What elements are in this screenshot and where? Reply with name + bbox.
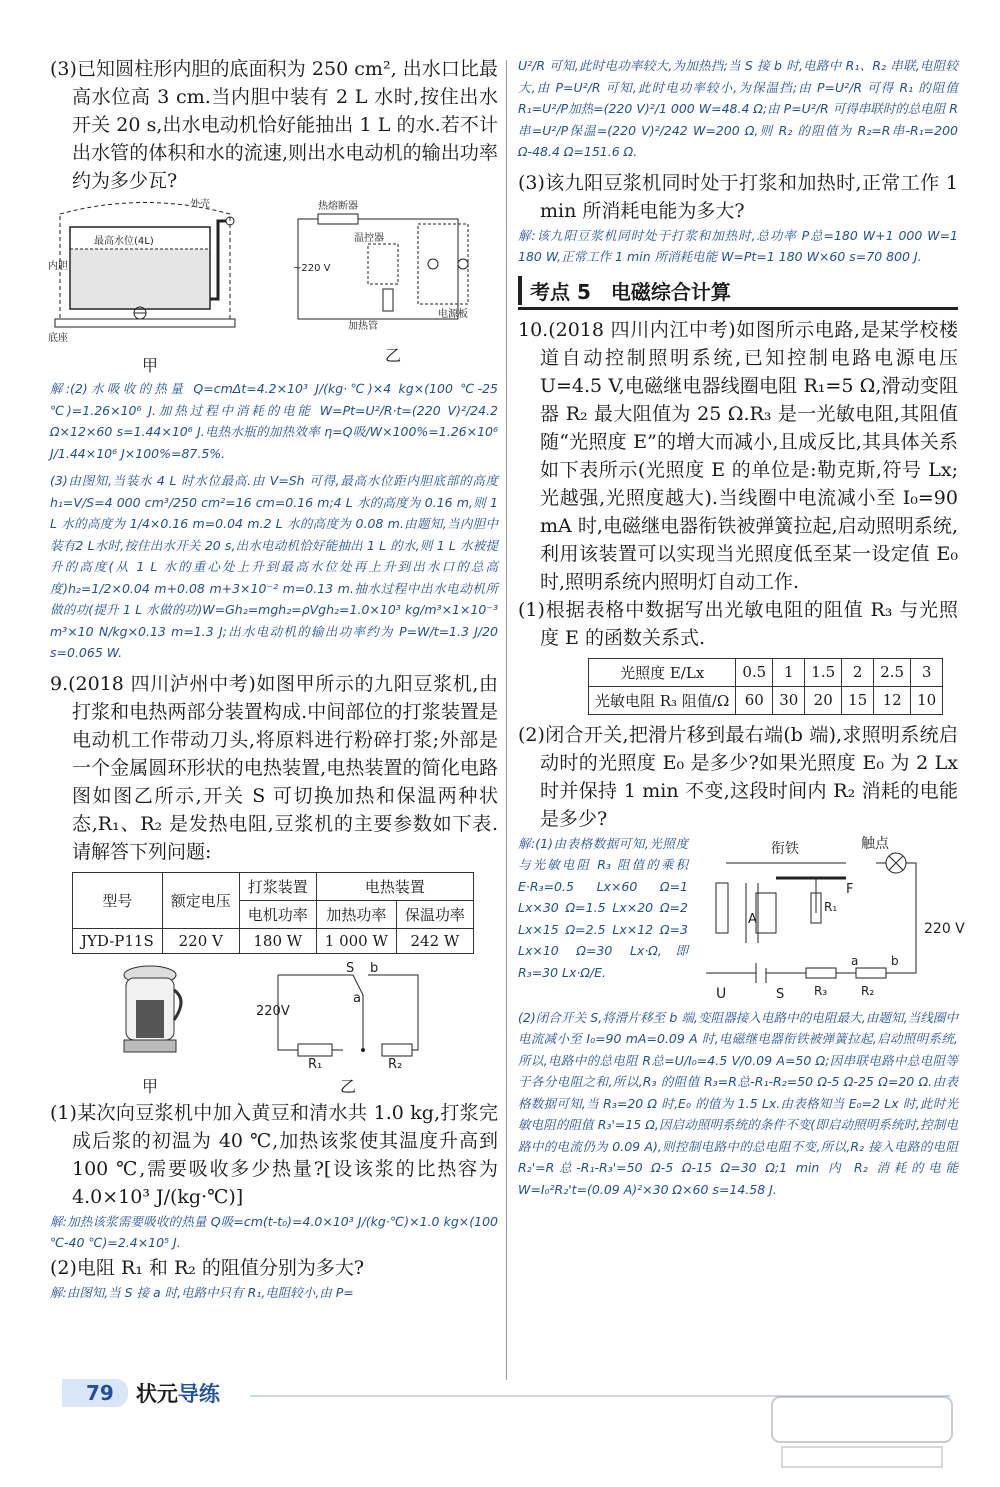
spec-header-model: 型号 <box>73 872 163 928</box>
label-u: U <box>716 985 727 1002</box>
figure-relay-circuit <box>696 833 965 1007</box>
spec-header-heat: 电热装置 <box>316 872 473 900</box>
question-9-part-1: (1)某次向豆浆机中加入黄豆和清水共 1.0 kg,打浆完成后浆的初温为 40 ℃,加热该浆使其温度升高到 100 ℃,需要吸收多少热量?[设该浆的比热容为 4.0×10³ J/(kg·℃)] <box>50 1101 498 1208</box>
right-column <box>518 55 965 1200</box>
row2-label: 光敏电阻 R₃ 阻值/Ω <box>589 686 736 714</box>
label-thermo: 温控器 <box>354 233 384 244</box>
table-cell: 2 <box>842 658 874 686</box>
figures-q8 <box>50 199 498 376</box>
table-cell: 1.5 <box>805 658 842 686</box>
table-cell: 2.5 <box>874 658 911 686</box>
question-10-part-1: (1)根据表格中数据写出光敏电阻的阻值 R₃ 与光照度 E 的函数关系式. <box>518 598 958 649</box>
table-cell: 0.5 <box>736 658 773 686</box>
solution-9-part-3: 解:该九阳豆浆机同时处于打浆和加热时,总功率 P总=180 W+1 000 W=1 180 W,正常工作 1 min 所消耗电能 W=Pt=1 180 W×60 s=70 800 J. <box>518 227 958 264</box>
label-fuse: 热熔断器 <box>318 201 358 212</box>
solution-10-part-1: 解:(1)由表格数据可知,光照度与光敏电阻 R₃ 阻值的乘积 E·R₃=0.5 Lx×60 Ω=1 Lx×30 Ω=1.5 Lx×20 Ω=2 Lx×15 Ω=2.5 Lx×12 Ω=3 Lx×10 Ω=30 Lx·Ω,即 R₃=30 Lx·Ω/E. <box>518 835 688 980</box>
label-max-level: 最高水位(4L) <box>94 236 154 247</box>
watermark-logo <box>762 1392 962 1472</box>
spec-heat-power: 1 000 W <box>316 928 396 953</box>
label-r1: R₁ <box>824 899 838 914</box>
question-10-part-2: (2)闭合开关,把滑片移到最右端(b 端),求照明系统启动时的光照度 E₀ 是多少?如果光照度 E₀ 为 2 Lx 时并保持 1 min 不变,这段时间内 R₂ 消耗的电能是多少? <box>518 723 958 830</box>
label-armature: 衔铁 <box>771 840 799 857</box>
table-row <box>589 686 943 714</box>
table-cell: 10 <box>911 686 943 714</box>
caption-yi: 乙 <box>384 346 401 365</box>
label-a-end: a <box>851 953 859 968</box>
label-220v: 220 V <box>924 920 965 937</box>
figure-soymilk-machine <box>110 960 190 1097</box>
brand-part-a: 状元 <box>135 1382 178 1406</box>
label-fig9-voltage: 220V <box>256 1003 290 1019</box>
table-cell: 30 <box>773 686 805 714</box>
table-cell: 15 <box>842 686 874 714</box>
footer <box>62 1378 220 1408</box>
spec-header-voltage: 额定电压 <box>162 872 239 928</box>
solution-10-block <box>518 833 965 1007</box>
label-base: 底座 <box>48 333 68 344</box>
spec-table <box>72 872 474 954</box>
solution-9-part-2-cont: U²/R 可知,此时电功率较大,为加热挡;当 S 接 b 时,电路中 R₁、R₂ 串联,电阻较大,由 P=U²/R 可知,此时电功率较小,为保温挡;由 P=U²/R 可得 R₁ 的阻值 R₁=U²/P加热=(220 V)²/1 000 W=48.4 Ω;由 P=U²/R 可得串联时的总电阻 R串=U²/P保温=(220 V)²/242 W=200 Ω,则 R₂ 的阻值为 R₂=R串-R₁=200 Ω-48.4 Ω=151.6 Ω. <box>518 58 958 159</box>
solution-8-part-3: (3)由图知,当装水 4 L 时水位最高.由 V=Sh 可得,最高水位距内胆底部的高度 h₁=V/S=4 000 cm³/250 cm²=16 cm=0.16 m;4 L 水的高度为 0.16 m,则 1 L 水的高度为 1/4×0.16 m=0.04 m.2 L 水的高度为 0.08 m.由题知,当内胆中装有2 L水时,按住出水开关 20 s,出水电动机恰好能抽出 1 L 的水,则 1 L 水被提升的高度(从 1 L 水的重心处上升到最高水位处再上升到出水口的总高度)h₂=1/2×0.04 m+0.08 m+3×10⁻² m=0.13 m.抽水过程中出水电动机所做的功(提升 1 L 水做的功)W=Gh₂=mgh₂=ρVgh₂=1.0×10³ kg/m³×1×10⁻³ m³×10 N/kg×0.13 m=1.3 J;出水电动机的输出功率约为 P=W/t=1.3 J/20 s=0.065 W. <box>50 473 498 660</box>
label-voltage: ~220 V <box>293 263 331 274</box>
illuminance-table <box>588 658 943 715</box>
table-cell: 1 <box>773 658 805 686</box>
section-heading <box>518 276 958 310</box>
label-contact: 触点 <box>861 835 889 852</box>
row1-label: 光照度 E/Lx <box>589 658 736 686</box>
spec-header-keep-power: 保温功率 <box>396 900 473 928</box>
table-cell: 3 <box>911 658 943 686</box>
spec-header-beat: 打浆装置 <box>239 872 316 900</box>
label-heater: 加热管 <box>348 321 378 332</box>
label-board: 电源板 <box>438 309 468 320</box>
figure-yi <box>288 199 498 366</box>
label-fig9-a: a <box>353 990 361 1006</box>
brand-part-b: 导练 <box>177 1382 220 1406</box>
label-a: A <box>748 911 757 927</box>
label-shell: 外壳 <box>190 199 210 210</box>
solution-9-part-1: 解:加热该浆需要吸收的热量 Q吸=cm(t-t₀)=4.0×10³ J/(kg·℃)×1.0 kg×(100 ℃-40 ℃)=2.4×10⁵ J. <box>50 1213 498 1250</box>
label-r3: R₃ <box>814 983 828 998</box>
table-cell: 20 <box>805 686 842 714</box>
spec-keep-power: 242 W <box>396 928 473 953</box>
caption-fig9-jia: 甲 <box>141 1076 158 1096</box>
question-10: 10.(2018 四川内江中考)如图所示电路,是某学校楼道自动控制照明系统,已知控制电路电源电压 U=4.5 V,电磁继电器线圈电阻 R₁=5 Ω,滑动变阻器 R₂ 最大阻值为 25 Ω.R₃ 是一光敏电阻,其阻值随“光照度 E”的增大而减小,且成反比,其具体关系如下表所示(光照度 E 的单位是:勒克斯,符号 Lx;光越强,光照度越大).当线圈中电流减小至 I₀=90 mA 时,电磁继电器衔铁被弹簧拉起,启动照明系统,利用该装置可以实现当光照度低至某一设定值 E₀ 时,照明系统内照明灯自动工作. <box>518 318 958 593</box>
figures-q9 <box>50 960 498 1097</box>
question-9-part-3: (3)该九阳豆浆机同时处于打浆和加热时,正常工作 1 min 所消耗电能为多大? <box>518 171 958 222</box>
section-name: 电磁综合计算 <box>610 279 731 304</box>
label-fig9-r2: R₂ <box>388 1056 403 1072</box>
spec-motor-power: 180 W <box>239 928 316 953</box>
solution-9-part-2-start: 解:由图知,当 S 接 a 时,电路中只有 R₁,电阻较小,由 P= <box>50 1284 354 1300</box>
label-fig9-s: S <box>346 960 355 976</box>
figure-jia <box>50 199 250 376</box>
label-f: F <box>846 881 854 897</box>
solution-8-part-2: 解:(2)水吸收的热量 Q=cmΔt=4.2×10³ J/(kg·℃)×4 kg×(100 ℃-25 ℃)=1.26×10⁶ J.加热过程中消耗的电能 W=Pt=U²/R·t=(220 V)²/24.2 Ω×12×60 s=1.44×10⁶ J.电热水瓶的加热效率 η=Q吸/W×100%=1.26×10⁶ J/1.44×10⁶ J×100%=87.5%. <box>50 381 498 461</box>
question-9: 9.(2018 四川泸州中考)如图甲所示的九阳豆浆机,由打浆和电热两部分装置构成.中间部位的打浆装置是电动机工作带动刀头,将原料进行粉碎打浆;外部是一个金属圆环形状的电热装置,电热装置的简化电路图如图乙所示,开关 S 可切换加热和保温两种状态,R₁、R₂ 是发热电阻,豆浆机的主要参数如下表.请解答下列问题: <box>50 672 498 863</box>
caption-jia: 甲 <box>141 356 158 375</box>
question-8-part-3: (3)已知圆柱形内胆的底面积为 250 cm², 出水口比最高水位高 3 cm.当内胆中装有 2 L 水时,按住出水开关 20 s,出水电动机恰好能抽出 1 L 的水.若不计出水管的体积和水的流速,则出水电动机的输出功率约为多少瓦? <box>50 58 498 192</box>
figure-fig9-circuit <box>258 960 438 1097</box>
left-column <box>50 55 498 1303</box>
question-9-part-2: (2)电阻 R₁ 和 R₂ 的阻值分别为多大? <box>50 1256 365 1279</box>
page-number: 79 <box>62 1379 128 1407</box>
label-inner: 内胆 <box>48 261 68 272</box>
table-cell: 60 <box>736 686 773 714</box>
spec-header-motor-power: 电机功率 <box>239 900 316 928</box>
brand-name <box>136 1378 220 1408</box>
spec-header-heat-power: 加热功率 <box>316 900 396 928</box>
table-cell: 12 <box>874 686 911 714</box>
section-label: 考点 5 <box>518 276 599 305</box>
label-fig9-r1: R₁ <box>308 1056 323 1072</box>
solution-10-part-2: (2)闭合开关 S,将滑片移至 b 端,变阻器接入电路中的电阻最大,由题知,当线圈中电流减小至 I₀=90 mA=0.09 A 时,电磁继电器衔铁被弹簧拉起,启动照明系统,所以,电路中的总电阻 R总=U/I₀=4.5 V/0.09 A=50 Ω;因串联电路中总电阻等于各分电阻之和,所以,R₃ 的阻值 R₃=R总-R₁-R₂=50 Ω-5 Ω-25 Ω=20 Ω.由表格数据可知,当 R₃=20 Ω 时,E₀ 的值为 1.5 Lx.由表格知当 E₀=2 Lx 时,此时光敏电阻的阻值 R₃'=15 Ω,因启动照明系统的条件不变(即启动照明系统时,控制电路中的电流仍为 0.09 A),则控制电路中的总电阻不变,所以,R₂ 接入电路的电阻 R₂'=R总-R₁-R₃'=50 Ω-5 Ω-15 Ω=30 Ω;1 min 内 R₂ 消耗的电能 W=I₀²R₂'t=(0.09 A)²×30 Ω×60 s=14.58 J. <box>518 1009 958 1197</box>
table-row <box>589 658 943 686</box>
spec-voltage: 220 V <box>162 928 239 953</box>
spec-model: JYD-P11S <box>73 928 163 953</box>
caption-fig9-yi: 乙 <box>339 1076 356 1096</box>
label-fig9-b: b <box>370 960 379 976</box>
label-b-end: b <box>891 953 899 968</box>
label-r2: R₂ <box>861 983 875 998</box>
column-divider <box>506 60 507 1380</box>
label-s: S <box>776 986 785 1002</box>
